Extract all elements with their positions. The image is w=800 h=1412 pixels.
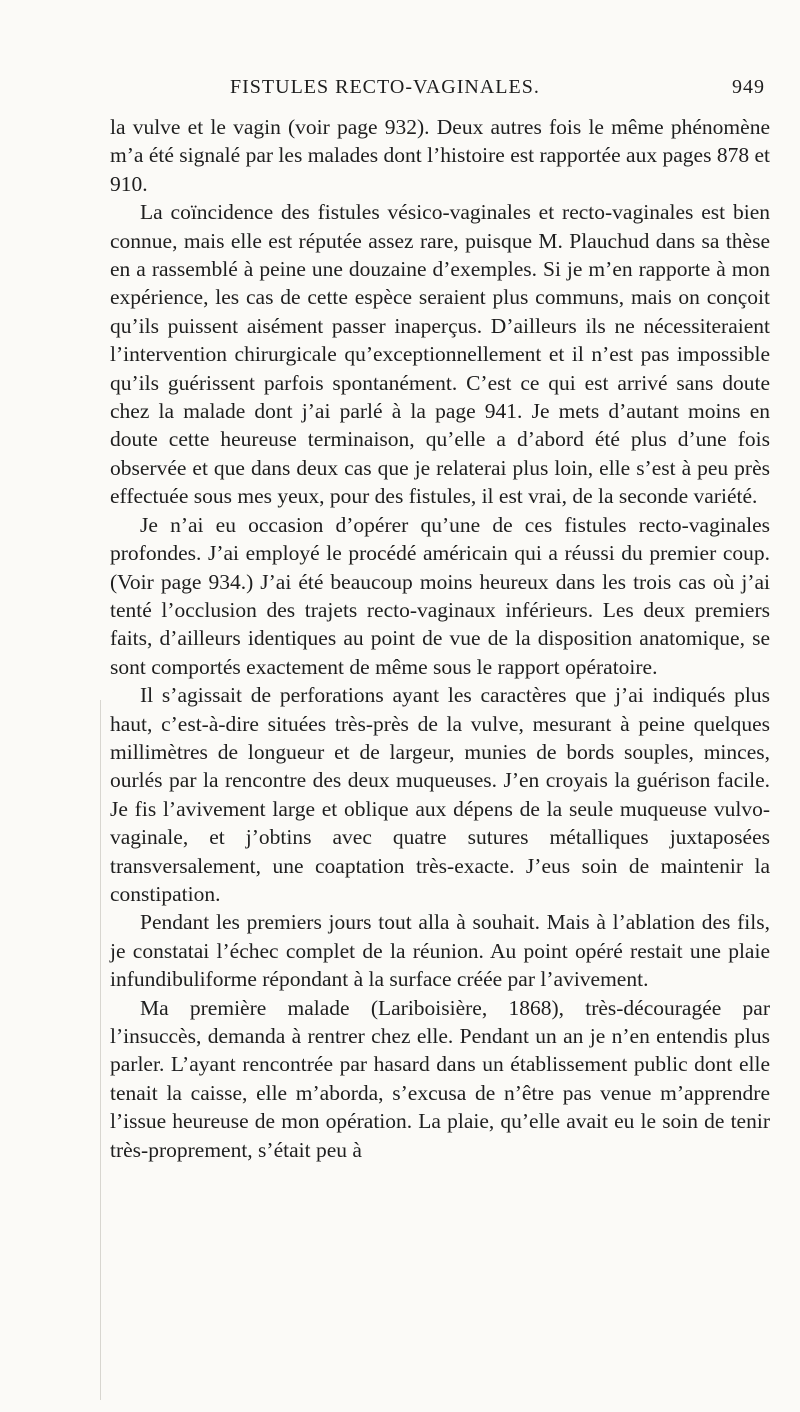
paragraph: Ma première malade (Lariboisière, 1868), très-découragée par l’insuccès, demanda à rentrer chez elle. Pendant un an je n’en entendis plus parler. L’ayant rencontrée par hasard dans un établissement public dont elle tenait la caisse, elle m’aborda, s’excusa de n’être pas venue m’apprendre l’issue heureuse de mon opération. La plaie, qu’elle avait eu le soin de tenir très-proprement, s’était peu à [110, 995, 770, 1162]
paragraph-continuation: la vulve et le vagin (voir page 932). Deux autres fois le même phénomène m’a été signalé par les malades dont l’histoire est rapportée aux pages 878 et 910. [110, 115, 770, 196]
body-text [110, 113, 770, 1164]
paragraph: Je n’ai eu occasion d’opérer qu’une de ces fistules recto-vaginales profondes. J’ai employé le procédé américain qui a réussi du premier coup. (Voir page 934.) J’ai été beaucoup moins heureux dans les trois cas où j’ai tenté l’occlusion des trajets recto-vaginaux inférieurs. Les deux premiers faits, d’ailleurs identiques au point de vue de la disposition anatomique, se sont comportés exactement de même sous le rapport opératoire. [110, 512, 770, 679]
paragraph: Il s’agissait de perforations ayant les caractères que j’ai indiqués plus haut, c’est-à-dire situées très-près de la vulve, mesurant à peine quelques millimètres de longueur et de largeur, munies de bords souples, minces, ourlés par la rencontre des deux muqueuses. J’en croyais la guérison facile. Je fis l’avivement large et oblique aux dépens de la seule muqueuse vulvo-vaginale, et j’obtins avec quatre sutures métalliques juxtaposées transversalement, une coaptation très-exacte. J’eus soin de maintenir la constipation. [110, 683, 770, 906]
paragraph: Pendant les premiers jours tout alla à souhait. Mais à l’ablation des fils, je constatai l’échec complet de la réunion. Au point opéré restait une plaie infundibuliforme répondant à la surface créée par l’avivement. [110, 910, 770, 992]
paragraph: La coïncidence des fistules vésico-vaginales et recto-vaginales est bien connue, mais elle est réputée assez rare, puisque M. Plauchud dans sa thèse en a rassemblé à peine une douzaine d’exemples. Si je m’en rapporte à mon expérience, les cas de cette espèce seraient plus communs, mais on conçoit qu’ils puissent aisément passer inaperçus. D’ailleurs ils ne nécessiteraient l’intervention chirurgicale qu’exceptionnellement et il n’est pas impossible qu’ils guérissent parfois spontanément. C’est ce qui est arrivé sans doute chez la malade dont j’ai parlé à la page 941. Je mets d’autant moins en doute cette heureuse terminaison, qu’elle a d’abord été plus d’une fois observée et que dans deux cas que je relaterai plus loin, elle s’est à peu près effectuée sous mes yeux, pour des fistules, il est vrai, de la seconde variété. [110, 200, 770, 509]
running-title: FISTULES RECTO-VAGINALES. [230, 76, 540, 98]
running-head [110, 76, 765, 104]
page-edge-shadow [100, 700, 101, 1400]
page-number: 949 [732, 76, 765, 98]
